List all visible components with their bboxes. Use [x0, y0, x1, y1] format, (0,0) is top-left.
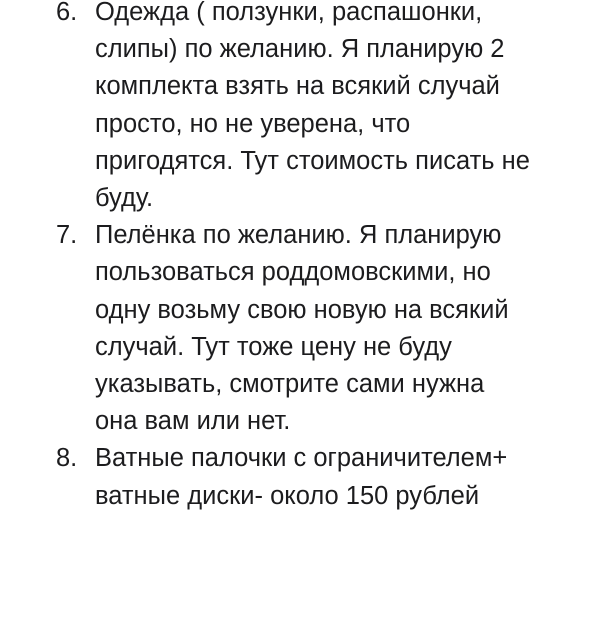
- list-item-number: 7.: [56, 221, 78, 250]
- list-item: [56, 440, 566, 514]
- list-item: [56, 217, 566, 440]
- list-item-text: Ватные палочки с ограничителем+ ватные диски- около 150 рублей: [95, 444, 508, 510]
- list-item-number: 6.: [56, 0, 78, 26]
- numbered-list: [56, 0, 566, 515]
- list-item-number: 8.: [56, 444, 78, 473]
- list-item-text: Пелёнка по желанию. Я планирую пользоваться роддомовскими, но одну возьму свою новую на всякий случай. Тут тоже цену не буду указывать, смотрите сами нужна она вам или нет.: [95, 221, 509, 436]
- list-item: [56, 0, 566, 217]
- list-item-text: Одежда ( ползунки, распашонки, слипы) по желанию. Я планирую 2 комплекта взять на всякий случай просто, но не уверена, что пригодятся. Тут стоимость писать не буду.: [95, 0, 530, 213]
